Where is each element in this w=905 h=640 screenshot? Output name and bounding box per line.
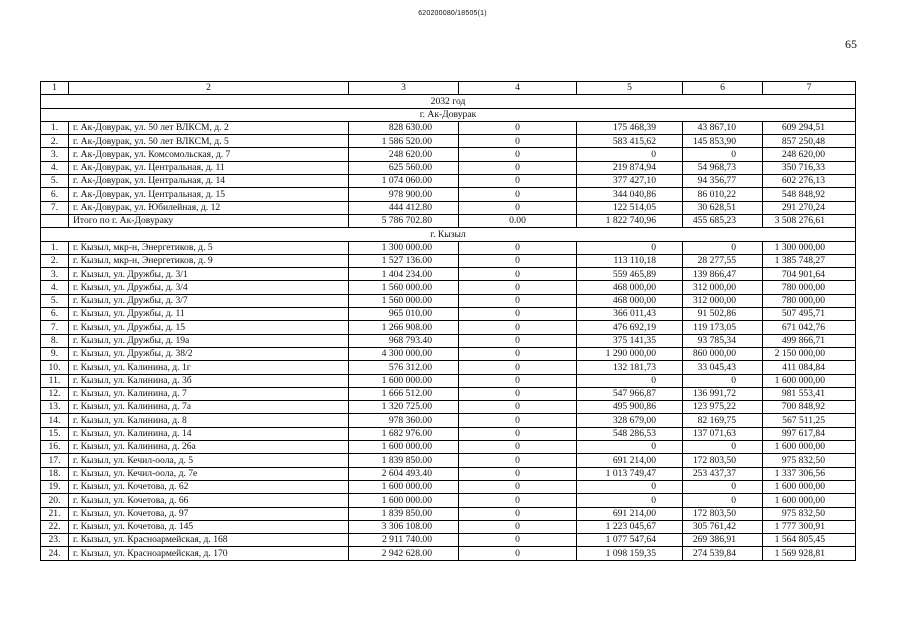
document-id: 620200080/18505(1) xyxy=(418,10,487,17)
total-cost-cell: 1 600 000.00 xyxy=(349,494,459,507)
address-cell: г. Ак-Довурак, ул. Центральная, д. 14 xyxy=(69,175,349,188)
address-cell: г. Кызыл, ул. Дружбы, д. 15 xyxy=(69,321,349,334)
owners-share-cell: 700 848,92 xyxy=(763,401,856,414)
address-cell: г. Кызыл, ул. Дружбы, д. 11 xyxy=(69,308,349,321)
total-cost-cell: 968 793.40 xyxy=(349,334,459,347)
column-header: 4 xyxy=(459,82,577,95)
total-cost-cell: 1 560 000.00 xyxy=(349,281,459,294)
page-number: 65 xyxy=(845,37,857,51)
table-row xyxy=(41,294,856,307)
region-share-cell: 1 013 749,47 xyxy=(577,467,683,480)
total-cost-cell: 1 839 850.00 xyxy=(349,454,459,467)
municipal-share-cell: 119 173,05 xyxy=(683,321,763,334)
municipal-share-cell: 0 xyxy=(683,241,763,254)
column-header: 3 xyxy=(349,82,459,95)
row-number-cell: 11. xyxy=(41,374,69,387)
section-header-row xyxy=(41,108,856,121)
region-share-cell: 548 286,53 xyxy=(577,427,683,440)
total-cost-cell: 1 527 136.00 xyxy=(349,254,459,267)
municipal-share-cell: 91 502,86 xyxy=(683,308,763,321)
municipal-share-cell: 86 010,22 xyxy=(683,188,763,201)
fund-share-cell: 0 xyxy=(459,494,577,507)
address-cell: г. Ак-Довурак, ул. 50 лет ВЛКСМ, д. 5 xyxy=(69,135,349,148)
region-share-cell: 583 415,62 xyxy=(577,135,683,148)
fund-share-cell: 0 xyxy=(459,254,577,267)
fund-share-cell: 0 xyxy=(459,347,577,360)
fund-share-cell: 0 xyxy=(459,334,577,347)
region-share-cell: 691 214,00 xyxy=(577,454,683,467)
region-share-cell: 175 468,39 xyxy=(577,121,683,134)
address-cell: г. Кызыл, ул. Дружбы, д. 3/1 xyxy=(69,268,349,281)
fund-share-cell: 0 xyxy=(459,401,577,414)
total-cost-cell: 1 600 000.00 xyxy=(349,374,459,387)
column-header: 5 xyxy=(577,82,683,95)
row-number-cell: 14. xyxy=(41,414,69,427)
region-share-cell: 0 xyxy=(577,441,683,454)
total-cost-cell: 2 911 740.00 xyxy=(349,534,459,547)
municipal-share-cell: 93 785,34 xyxy=(683,334,763,347)
address-cell: г. Ак-Довурак, ул. 50 лет ВЛКСМ, д. 2 xyxy=(69,121,349,134)
row-number-cell: 16. xyxy=(41,441,69,454)
municipal-share-cell: 269 386,91 xyxy=(683,534,763,547)
owners-share-cell: 1 600 000,00 xyxy=(763,374,856,387)
table-row xyxy=(41,427,856,440)
address-cell: г. Кызыл, ул. Красноармейская, д. 170 xyxy=(69,547,349,560)
fund-share-cell: 0 xyxy=(459,361,577,374)
owners-share-cell: 975 832,50 xyxy=(763,507,856,520)
table-row xyxy=(41,334,856,347)
region-share-cell: 468 000,00 xyxy=(577,294,683,307)
address-cell: г. Кызыл, ул. Дружбы, д. 19а xyxy=(69,334,349,347)
municipal-share-cell: 137 071,63 xyxy=(683,427,763,440)
column-number-row xyxy=(41,82,856,95)
region-share-cell: 377 427,10 xyxy=(577,175,683,188)
region-share-cell: 0 xyxy=(577,148,683,161)
total-cost-cell: 1 320 725.00 xyxy=(349,401,459,414)
column-header: 1 xyxy=(41,82,69,95)
municipal-share-cell: 253 437,37 xyxy=(683,467,763,480)
fund-share-cell: 0 xyxy=(459,121,577,134)
table-row xyxy=(41,454,856,467)
fund-share-cell: 0 xyxy=(459,321,577,334)
owners-share-cell: 2 150 000,00 xyxy=(763,347,856,360)
municipal-share-cell: 28 277,55 xyxy=(683,254,763,267)
table-row xyxy=(41,414,856,427)
table-row xyxy=(41,188,856,201)
address-cell: г. Кызыл, ул. Калинина, д. 7а xyxy=(69,401,349,414)
fund-share-cell: 0.00 xyxy=(459,214,577,227)
total-cost-cell: 965 010.00 xyxy=(349,308,459,321)
address-cell: г. Кызыл, ул. Дружбы, д. 38/2 xyxy=(69,347,349,360)
row-number-cell: 12. xyxy=(41,387,69,400)
region-share-cell: 328 679,00 xyxy=(577,414,683,427)
row-number-cell: 6. xyxy=(41,188,69,201)
municipal-share-cell: 123 975,22 xyxy=(683,401,763,414)
address-cell: г. Кызыл, мкр-н, Энергетиков, д. 9 xyxy=(69,254,349,267)
region-share-cell: 559 465,89 xyxy=(577,268,683,281)
table-row xyxy=(41,387,856,400)
total-cost-cell: 2 942 628.00 xyxy=(349,547,459,560)
address-cell: г. Ак-Довурак, ул. Юбилейная, д. 12 xyxy=(69,201,349,214)
municipal-share-cell: 455 685,23 xyxy=(683,214,763,227)
region-share-cell: 0 xyxy=(577,494,683,507)
region-share-cell: 0 xyxy=(577,241,683,254)
address-cell: г. Кызыл, ул. Калинина, д. 3б xyxy=(69,374,349,387)
address-cell: г. Кызыл, ул. Красноармейская, д. 168 xyxy=(69,534,349,547)
table-row xyxy=(41,374,856,387)
owners-share-cell: 499 866,71 xyxy=(763,334,856,347)
region-share-cell: 0 xyxy=(577,480,683,493)
owners-share-cell: 975 832,50 xyxy=(763,454,856,467)
owners-share-cell: 857 250,48 xyxy=(763,135,856,148)
fund-share-cell: 0 xyxy=(459,467,577,480)
row-number-cell: 4. xyxy=(41,281,69,294)
municipal-share-cell: 305 761,42 xyxy=(683,520,763,533)
total-cost-cell: 1 300 000.00 xyxy=(349,241,459,254)
region-share-cell: 344 040,86 xyxy=(577,188,683,201)
address-cell: г. Кызыл, ул. Калинина, д. 1г xyxy=(69,361,349,374)
address-cell: г. Ак-Довурак, ул. Центральная, д. 11 xyxy=(69,161,349,174)
table-row xyxy=(41,361,856,374)
municipal-share-cell: 0 xyxy=(683,374,763,387)
fund-share-cell: 0 xyxy=(459,188,577,201)
municipal-share-cell: 172 803,50 xyxy=(683,454,763,467)
address-cell: г. Кызыл, ул. Кочетова, д. 62 xyxy=(69,480,349,493)
owners-share-cell: 609 294,51 xyxy=(763,121,856,134)
row-number-cell: 10. xyxy=(41,361,69,374)
table-row xyxy=(41,534,856,547)
total-cost-cell: 1 560 000.00 xyxy=(349,294,459,307)
row-number-cell: 13. xyxy=(41,401,69,414)
municipal-share-cell: 274 539,84 xyxy=(683,547,763,560)
region-share-cell: 1 223 045,67 xyxy=(577,520,683,533)
row-number-cell: 2. xyxy=(41,254,69,267)
table-row xyxy=(41,401,856,414)
municipal-share-cell: 94 356,77 xyxy=(683,175,763,188)
row-number-cell: 24. xyxy=(41,547,69,560)
row-number-cell: 3. xyxy=(41,268,69,281)
fund-share-cell: 0 xyxy=(459,135,577,148)
owners-share-cell: 1 600 000,00 xyxy=(763,441,856,454)
owners-share-cell: 1 600 000,00 xyxy=(763,494,856,507)
owners-share-cell: 780 000,00 xyxy=(763,281,856,294)
row-number-cell: 1. xyxy=(41,121,69,134)
total-row xyxy=(41,214,856,227)
table-row xyxy=(41,268,856,281)
fund-share-cell: 0 xyxy=(459,454,577,467)
owners-share-cell: 1 337 306,56 xyxy=(763,467,856,480)
owners-share-cell: 507 495,71 xyxy=(763,308,856,321)
address-cell: г. Ак-Довурак, ул. Комсомольская, д. 7 xyxy=(69,148,349,161)
row-number-cell: 3. xyxy=(41,148,69,161)
row-number-cell: 20. xyxy=(41,494,69,507)
address-cell: г. Кызыл, ул. Калинина, д. 26а xyxy=(69,441,349,454)
total-cost-cell: 828 630.00 xyxy=(349,121,459,134)
address-cell: г. Кызыл, ул. Калинина, д. 14 xyxy=(69,427,349,440)
row-number-cell: 4. xyxy=(41,161,69,174)
total-cost-cell: 2 604 493.40 xyxy=(349,467,459,480)
owners-share-cell: 1 569 928,81 xyxy=(763,547,856,560)
total-cost-cell: 1 600 000.00 xyxy=(349,441,459,454)
owners-share-cell: 291 270,24 xyxy=(763,201,856,214)
table-row xyxy=(41,281,856,294)
municipal-share-cell: 43 867,10 xyxy=(683,121,763,134)
address-cell: г. Ак-Довурак, ул. Центральная, д. 15 xyxy=(69,188,349,201)
fund-share-cell: 0 xyxy=(459,281,577,294)
total-cost-cell: 444 412.80 xyxy=(349,201,459,214)
owners-share-cell: 567 511,25 xyxy=(763,414,856,427)
owners-share-cell: 411 084,84 xyxy=(763,361,856,374)
total-cost-cell: 1 074 060.00 xyxy=(349,175,459,188)
table-row xyxy=(41,467,856,480)
table-row xyxy=(41,121,856,134)
row-number-cell: 21. xyxy=(41,507,69,520)
fund-share-cell: 0 xyxy=(459,374,577,387)
total-cost-cell: 978 360.00 xyxy=(349,414,459,427)
fund-share-cell: 0 xyxy=(459,241,577,254)
row-number-cell: 19. xyxy=(41,480,69,493)
column-header: 6 xyxy=(683,82,763,95)
region-share-cell: 547 966,87 xyxy=(577,387,683,400)
municipal-share-cell: 30 628,51 xyxy=(683,201,763,214)
municipal-share-cell: 136 991,72 xyxy=(683,387,763,400)
table-row xyxy=(41,507,856,520)
table-row xyxy=(41,321,856,334)
table-row xyxy=(41,480,856,493)
address-cell: г. Кызыл, ул. Кочетова, д. 145 xyxy=(69,520,349,533)
fund-share-cell: 0 xyxy=(459,520,577,533)
region-share-cell: 691 214,00 xyxy=(577,507,683,520)
row-number-cell: 2. xyxy=(41,135,69,148)
total-cost-cell: 576 312.00 xyxy=(349,361,459,374)
table-row xyxy=(41,241,856,254)
row-number-cell: 15. xyxy=(41,427,69,440)
total-cost-cell: 3 306 108.00 xyxy=(349,520,459,533)
year-label: 2032 год xyxy=(41,95,856,108)
region-share-cell: 122 514,05 xyxy=(577,201,683,214)
row-number-cell: 18. xyxy=(41,467,69,480)
municipal-share-cell: 172 803,50 xyxy=(683,507,763,520)
address-cell: г. Кызыл, ул. Кечил-оола, д. 5 xyxy=(69,454,349,467)
municipal-share-cell: 0 xyxy=(683,148,763,161)
total-cost-cell: 1 266 908.00 xyxy=(349,321,459,334)
year-row xyxy=(41,95,856,108)
fund-share-cell: 0 xyxy=(459,547,577,560)
table-row xyxy=(41,201,856,214)
municipal-share-cell: 860 000,00 xyxy=(683,347,763,360)
table-body xyxy=(41,82,856,561)
row-number-cell: 17. xyxy=(41,454,69,467)
table-row xyxy=(41,175,856,188)
fund-share-cell: 0 xyxy=(459,441,577,454)
address-cell: г. Кызыл, мкр-н, Энергетиков, д. 5 xyxy=(69,241,349,254)
row-number-cell xyxy=(41,214,69,227)
column-header: 7 xyxy=(763,82,856,95)
total-cost-cell: 1 666 512.00 xyxy=(349,387,459,400)
owners-share-cell: 350 716,33 xyxy=(763,161,856,174)
row-number-cell: 8. xyxy=(41,334,69,347)
total-cost-cell: 1 600 000.00 xyxy=(349,480,459,493)
fund-share-cell: 0 xyxy=(459,507,577,520)
fund-share-cell: 0 xyxy=(459,427,577,440)
owners-share-cell: 602 276,13 xyxy=(763,175,856,188)
owners-share-cell: 248 620,00 xyxy=(763,148,856,161)
total-cost-cell: 5 786 702.80 xyxy=(349,214,459,227)
region-share-cell: 366 011,43 xyxy=(577,308,683,321)
address-cell: г. Кызыл, ул. Калинина, д. 8 xyxy=(69,414,349,427)
owners-share-cell: 1 600 000,00 xyxy=(763,480,856,493)
fund-share-cell: 0 xyxy=(459,480,577,493)
owners-share-cell: 1 300 000,00 xyxy=(763,241,856,254)
municipal-share-cell: 0 xyxy=(683,494,763,507)
municipal-share-cell: 0 xyxy=(683,480,763,493)
region-share-cell: 1 290 000,00 xyxy=(577,347,683,360)
address-cell: г. Кызыл, ул. Калинина, д. 7 xyxy=(69,387,349,400)
table-row xyxy=(41,161,856,174)
total-cost-cell: 1 682 976.00 xyxy=(349,427,459,440)
table-row xyxy=(41,254,856,267)
section-title: г. Кызыл xyxy=(41,228,856,241)
section-header-row xyxy=(41,228,856,241)
row-number-cell: 6. xyxy=(41,308,69,321)
fund-share-cell: 0 xyxy=(459,175,577,188)
row-number-cell: 1. xyxy=(41,241,69,254)
region-share-cell: 219 874,94 xyxy=(577,161,683,174)
row-number-cell: 7. xyxy=(41,321,69,334)
table-row xyxy=(41,135,856,148)
owners-share-cell: 780 000,00 xyxy=(763,294,856,307)
row-number-cell: 5. xyxy=(41,175,69,188)
table-row xyxy=(41,547,856,560)
column-header: 2 xyxy=(69,82,349,95)
region-share-cell: 0 xyxy=(577,374,683,387)
owners-share-cell: 997 617,84 xyxy=(763,427,856,440)
total-cost-cell: 1 839 850.00 xyxy=(349,507,459,520)
region-share-cell: 375 141,35 xyxy=(577,334,683,347)
total-cost-cell: 4 300 000.00 xyxy=(349,347,459,360)
owners-share-cell: 1 564 805,45 xyxy=(763,534,856,547)
table-row xyxy=(41,347,856,360)
municipal-share-cell: 33 045,43 xyxy=(683,361,763,374)
fund-share-cell: 0 xyxy=(459,148,577,161)
row-number-cell: 5. xyxy=(41,294,69,307)
fund-share-cell: 0 xyxy=(459,268,577,281)
owners-share-cell: 1 385 748,27 xyxy=(763,254,856,267)
total-cost-cell: 978 900.00 xyxy=(349,188,459,201)
table-row xyxy=(41,494,856,507)
address-cell: г. Кызыл, ул. Дружбы, д. 3/4 xyxy=(69,281,349,294)
address-cell: Итого по г. Ак-Довураку xyxy=(69,214,349,227)
region-share-cell: 476 692,19 xyxy=(577,321,683,334)
table-row xyxy=(41,520,856,533)
table-row xyxy=(41,441,856,454)
address-cell: г. Кызыл, ул. Дружбы, д. 3/7 xyxy=(69,294,349,307)
municipal-share-cell: 312 000,00 xyxy=(683,281,763,294)
municipal-share-cell: 82 169,75 xyxy=(683,414,763,427)
address-cell: г. Кызыл, ул. Кечил-оола, д. 7е xyxy=(69,467,349,480)
owners-share-cell: 704 901,64 xyxy=(763,268,856,281)
owners-share-cell: 3 508 276,61 xyxy=(763,214,856,227)
region-share-cell: 113 110,18 xyxy=(577,254,683,267)
row-number-cell: 9. xyxy=(41,347,69,360)
total-cost-cell: 1 586 520.00 xyxy=(349,135,459,148)
region-share-cell: 495 900,86 xyxy=(577,401,683,414)
region-share-cell: 1 822 740,96 xyxy=(577,214,683,227)
row-number-cell: 23. xyxy=(41,534,69,547)
address-cell: г. Кызыл, ул. Кочетова, д. 66 xyxy=(69,494,349,507)
municipal-share-cell: 145 853,90 xyxy=(683,135,763,148)
total-cost-cell: 625 560.00 xyxy=(349,161,459,174)
municipal-share-cell: 312 000,00 xyxy=(683,294,763,307)
owners-share-cell: 981 553,41 xyxy=(763,387,856,400)
fund-share-cell: 0 xyxy=(459,294,577,307)
fund-share-cell: 0 xyxy=(459,308,577,321)
total-cost-cell: 1 404 234.00 xyxy=(349,268,459,281)
fund-share-cell: 0 xyxy=(459,201,577,214)
owners-share-cell: 671 042,76 xyxy=(763,321,856,334)
address-cell: г. Кызыл, ул. Кочетова, д. 97 xyxy=(69,507,349,520)
table-row xyxy=(41,148,856,161)
region-share-cell: 1 098 159,35 xyxy=(577,547,683,560)
section-title: г. Ак-Довурак xyxy=(41,108,856,121)
municipal-share-cell: 139 866,47 xyxy=(683,268,763,281)
region-share-cell: 132 181,73 xyxy=(577,361,683,374)
fund-share-cell: 0 xyxy=(459,387,577,400)
municipal-share-cell: 54 968,73 xyxy=(683,161,763,174)
total-cost-cell: 248 620.00 xyxy=(349,148,459,161)
municipal-share-cell: 0 xyxy=(683,441,763,454)
region-share-cell: 1 077 547,64 xyxy=(577,534,683,547)
housing-repair-table xyxy=(40,81,856,561)
table-row xyxy=(41,308,856,321)
fund-share-cell: 0 xyxy=(459,161,577,174)
fund-share-cell: 0 xyxy=(459,534,577,547)
row-number-cell: 22. xyxy=(41,520,69,533)
owners-share-cell: 1 777 300,91 xyxy=(763,520,856,533)
owners-share-cell: 548 848,92 xyxy=(763,188,856,201)
region-share-cell: 468 000,00 xyxy=(577,281,683,294)
fund-share-cell: 0 xyxy=(459,414,577,427)
row-number-cell: 7. xyxy=(41,201,69,214)
